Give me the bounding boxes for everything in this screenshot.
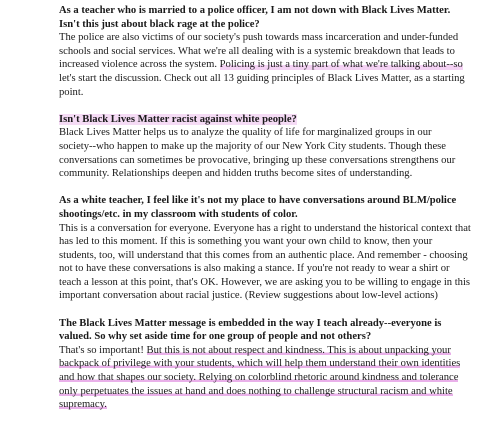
answer-line: important conversation about racial justice. (Review suggestions about low-level actions) [59, 290, 438, 302]
answer-line: conversations can sometimes be provocative, bringing up these conversations strengthens our [59, 154, 456, 166]
answer-line [59, 58, 489, 72]
question-line [59, 113, 489, 127]
question-line: valued. So why set aside time for one group of people and not others? [59, 331, 372, 343]
answer-line: Black Lives Matter helps us to analyze the quality of life for marginalized groups in our [59, 127, 432, 139]
answer-line: The police are also victims of our society's push towards mass incarceration and under-funded [59, 32, 459, 44]
highlighted-text: and how that shapes our society. Relying on colorblind rhetoric around kindness and tolerance [59, 372, 459, 384]
faq-section-2 [59, 113, 489, 181]
answer-text: That's so important! [59, 344, 147, 356]
answer-line: community. Relationships deepen and hidden truths become sites of understanding. [59, 168, 413, 180]
highlighted-question: Isn't Black Lives Matter racist against white people? [59, 113, 297, 125]
question-line: The Black Lives Matter message is embedded in the way I teach already--everyone is [59, 317, 442, 329]
answer-line: teach a lesson at this point, that's OK. However, we are asking you to be willing to engage in this [59, 276, 471, 288]
answer-line [59, 344, 489, 358]
answer-line [59, 398, 489, 412]
answer-line: students, too, will understand that this comes from an authentic place. And remember - choosing [59, 249, 468, 261]
faq-section-3 [59, 194, 489, 303]
question-line: As a teacher who is married to a police officer, I am not down with Black Lives Matter. [59, 5, 451, 16]
highlighted-text: Policing is just a tiny part of what we're talking about--so [219, 59, 463, 71]
answer-line: not to have these conversations is also making a stance. If you're not ready to wear a shirt or [59, 263, 450, 275]
answer-line: society--who happen to make up the majority of our New York City students. Though these [59, 140, 447, 152]
answer-line: point. [59, 86, 84, 98]
answer-line: schools and social services. What we're all dealing with is a systemic breakdown that leads to [59, 45, 455, 57]
answer-line [59, 371, 489, 385]
question-line: Isn't this just about black rage at the police? [59, 18, 260, 30]
answer-line: let's start the discussion. Check out all 13 guiding principles of Black Lives Matter, as a starting [59, 72, 465, 84]
highlighted-text: supremacy. [59, 399, 107, 411]
highlighted-text: backpack of privilege with your students, which will help them understand their own identities [59, 358, 461, 370]
highlighted-text: But this is not about respect and kindness. This is about unpacking your [146, 344, 451, 356]
faq-section-1 [59, 4, 489, 99]
answer-line: This is a conversation for everyone. Everyone has a right to understand the historical context that [59, 222, 471, 234]
answer-line [59, 357, 489, 371]
question-line: shootings/etc. in my classroom with students of color. [59, 208, 298, 220]
answer-line: has led to this moment. If this is something you want your own child to know, then your [59, 236, 433, 248]
question-line: As a white teacher, I feel like it's not my place to have conversations around BLM/police [59, 195, 457, 207]
faq-section-4 [59, 317, 489, 412]
answer-text: increased violence across the system. [59, 59, 220, 71]
document-body [59, 4, 489, 425]
answer-line [59, 385, 489, 399]
highlighted-text: only perpetuates the issues at hand and does nothing to challenge structural racism and white [59, 385, 453, 397]
